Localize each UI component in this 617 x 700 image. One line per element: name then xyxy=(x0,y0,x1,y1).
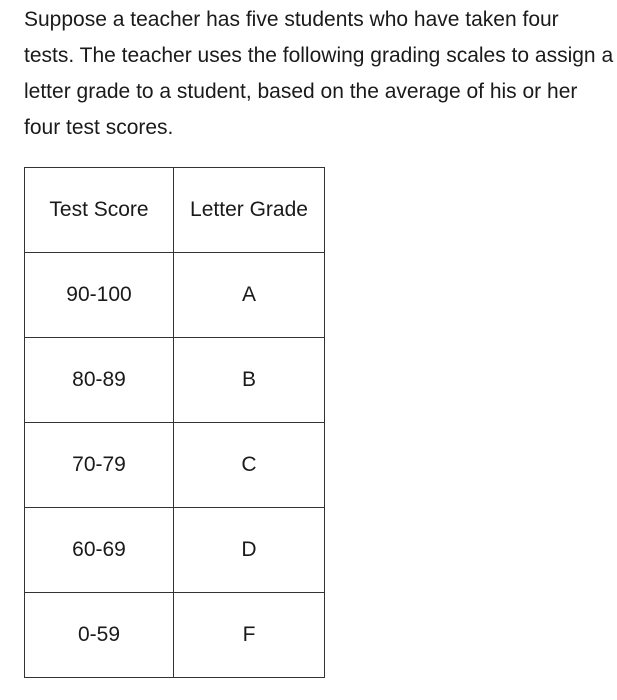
letter-grade-cell: A xyxy=(174,253,325,338)
letter-grade-cell: D xyxy=(174,508,325,593)
grading-scale-table xyxy=(24,167,325,678)
test-score-cell: 80-89 xyxy=(25,338,174,423)
letter-grade-cell: B xyxy=(174,338,325,423)
column-header-test-score: Test Score xyxy=(25,168,174,253)
test-score-cell: 0-59 xyxy=(25,593,174,678)
table-row xyxy=(25,253,325,338)
table-row xyxy=(25,423,325,508)
letter-grade-cell: C xyxy=(174,423,325,508)
test-score-cell: 90-100 xyxy=(25,253,174,338)
letter-grade-cell: F xyxy=(174,593,325,678)
column-header-letter-grade: Letter Grade xyxy=(174,168,325,253)
table-row xyxy=(25,508,325,593)
test-score-cell: 60-69 xyxy=(25,508,174,593)
table-row xyxy=(25,593,325,678)
intro-paragraph: Suppose a teacher has five students who have taken four tests. The teacher uses the following grading scales to assign a letter grade to a student, based on the average of his or her four test scores. xyxy=(24,8,614,139)
table-row xyxy=(25,338,325,423)
test-score-cell: 70-79 xyxy=(25,423,174,508)
table-header-row xyxy=(25,168,325,253)
